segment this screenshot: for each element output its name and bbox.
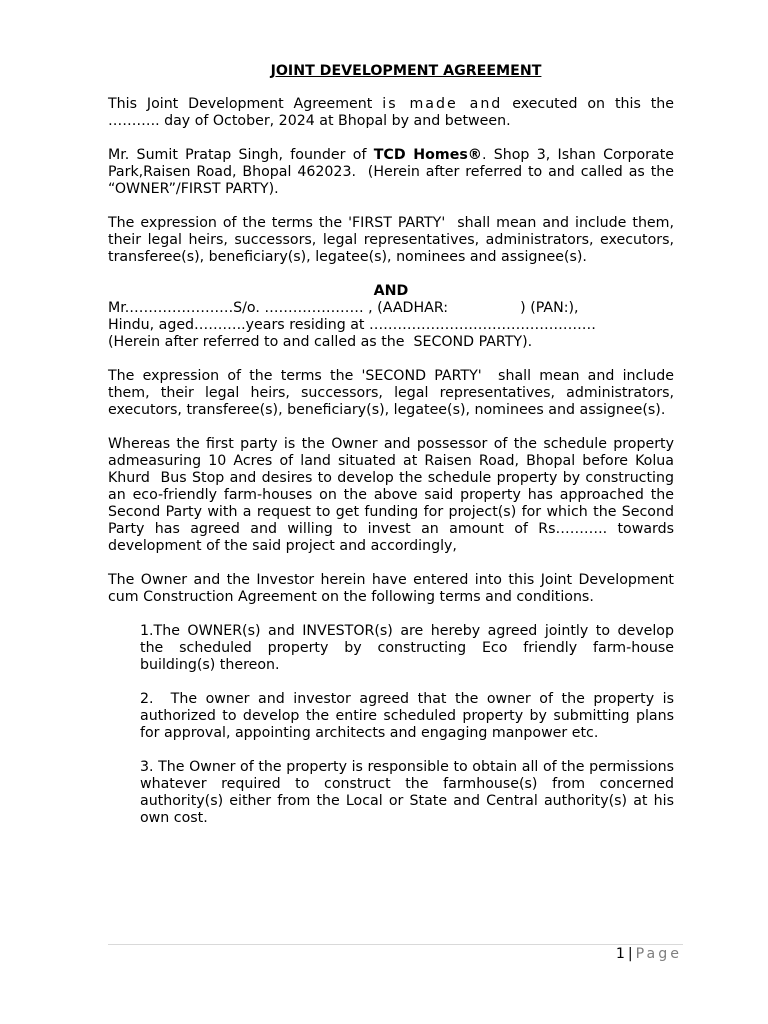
owner-text-end: . Shop 3, Ishan Corporate Park,Raisen Road, Bhopal 462023. (Herein after referred to and called as the “OWNER”/FIRST PARTY). [108,147,679,197]
page-number: 1 [615,946,625,962]
document-body [108,63,679,844]
owner-company-name: TCD Homes® [373,147,482,163]
second-party-line-3: (Herein after referred to and called as the SECOND PARTY). [108,334,533,350]
document-title: JOINT DEVELOPMENT AGREEMENT [270,63,542,79]
footer-divider [108,944,683,945]
owner-paragraph [108,147,679,198]
intro-text-spaced: is made and [382,96,503,112]
clause-2: 2. The owner and investor agreed that the owner of the property is authorized to develop the entire scheduled property by submitting plans for approval, appointing architects and engaging manpower etc. [140,691,679,741]
second-party-paragraph [108,300,674,351]
entered-into-paragraph: The Owner and the Investor herein have entered into this Joint Development cum Construction Agreement on the following terms and conditions. [108,572,679,605]
second-party-expression-paragraph: The expression of the terms the 'SECOND PARTY' shall mean and include them, their legal heirs, successors, legal representatives, administrators, executors, transferee(s), beneficiary(s), legatee(s), nominees and assignee(s). [108,368,679,418]
intro-text-end: executed on this the ……….. day of October, 2024 at Bhopal by and between. [108,96,679,129]
owner-text-start: Mr. Sumit Pratap Singh, founder of [108,147,374,163]
page-label: Page [635,946,682,962]
second-party-line-2: Hindu, aged………..years residing at ………………………………………… [108,317,596,333]
and-separator: AND [373,283,409,299]
intro-paragraph [108,96,679,130]
page-footer [616,946,682,963]
first-party-expression-paragraph: The expression of the terms the 'FIRST PARTY' shall mean and include them, their legal heirs, successors, legal representatives, administrators, executors, transferee(s), beneficiary(s), legatee(s), nominees and assignee(s). [108,215,679,265]
whereas-paragraph: Whereas the first party is the Owner and possessor of the schedule property admeasuring 10 Acres of land situated at Raisen Road, Bhopal before Kolua Khurd Bus Stop and desires to develop the schedule property by constructing an eco-friendly farm-houses on the above said property has approached the Second Party with a request to get funding for project(s) for which the Second Party has agreed and willing to invest an amount of Rs……….. towards development of the said project and accordingly, [108,436,679,554]
clause-1: 1.The OWNER(s) and INVESTOR(s) are hereby agreed jointly to develop the scheduled property by constructing Eco friendly farm-house building(s) thereon. [140,623,679,673]
clause-3: 3. The Owner of the property is responsible to obtain all of the permissions whatever required to construct the farmhouse(s) from concerned authority(s) either from the Local or State and Central authority(s) at his own cost. [140,759,679,826]
footer-separator: | [627,946,633,962]
second-party-line-1: Mr.………………….S/o. ………………… , (AADHAR: ) (PAN:), [108,300,579,316]
intro-text-start: This Joint Development Agreement [108,96,383,112]
